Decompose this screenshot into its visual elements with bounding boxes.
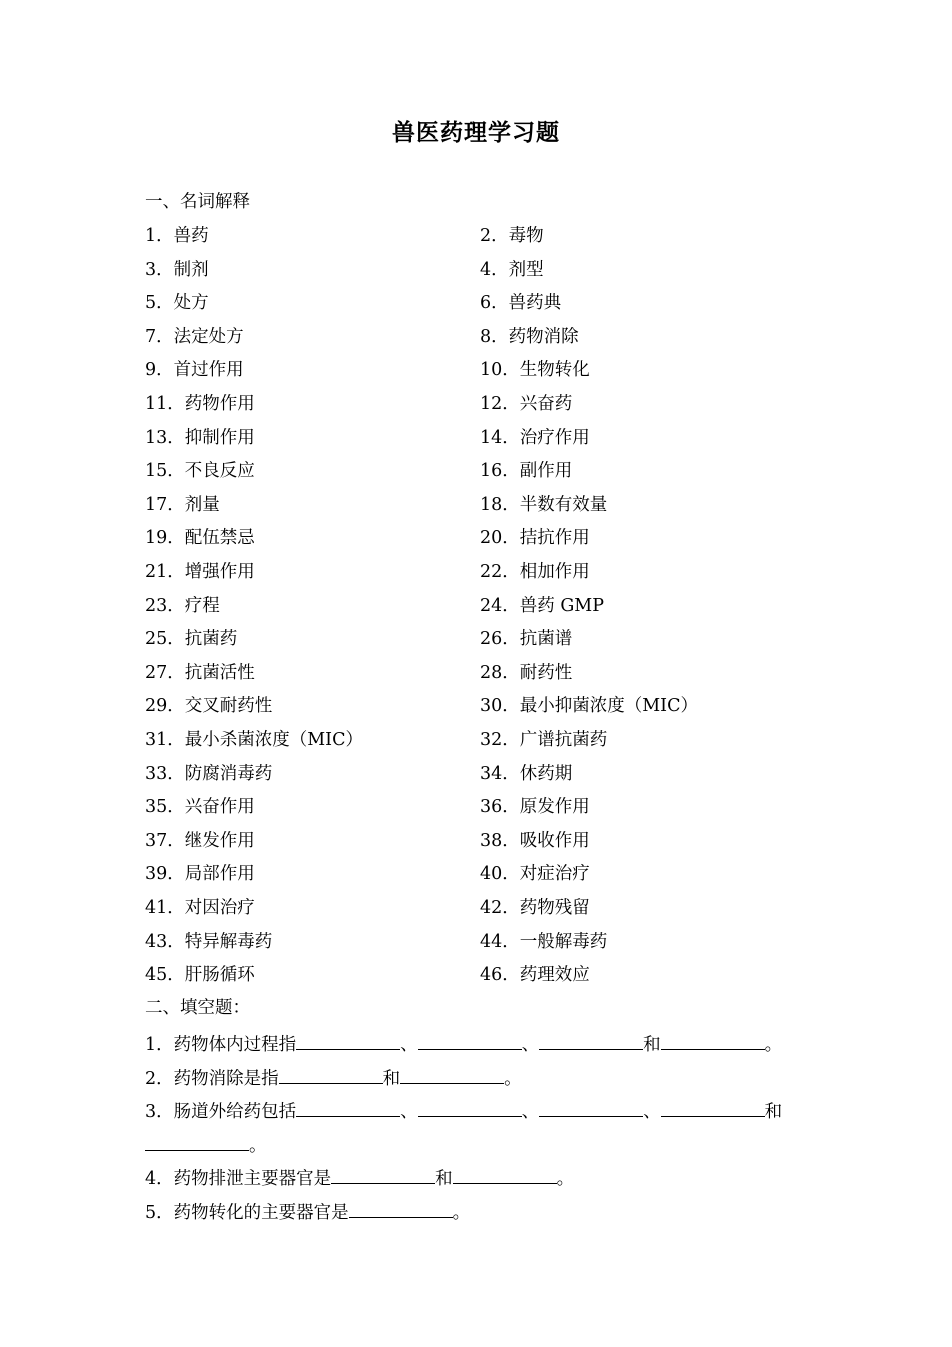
term-item: 12．兴奋药 <box>480 394 573 414</box>
conjunction: 和 <box>382 1069 401 1089</box>
answer-blank[interactable] <box>661 1030 765 1050</box>
answer-blank[interactable] <box>296 1097 400 1117</box>
term-item: 39．局部作用 <box>145 864 255 885</box>
term-item: 10．生物转化 <box>480 360 590 381</box>
term-item: 32．广谱抗菌药 <box>480 730 608 750</box>
answer-blank[interactable] <box>145 1131 249 1151</box>
section-heading-definitions: 一、名词解释 <box>145 192 250 212</box>
term-item: 7．法定处方 <box>145 326 244 347</box>
term-item: 3．制剂 <box>145 259 209 280</box>
term-item: 38．吸收作用 <box>480 830 590 851</box>
term-item: 20．拮抗作用 <box>480 528 590 549</box>
term-item: 25．抗菌药 <box>145 629 238 650</box>
term-item: 28．耐药性 <box>480 662 573 683</box>
conjunction: 和 <box>435 1169 453 1189</box>
question-3-continued <box>145 1131 267 1158</box>
question-3 <box>145 1097 782 1124</box>
term-item: 33．防腐消毒药 <box>145 763 273 784</box>
answer-blank[interactable] <box>331 1164 435 1184</box>
term-item: 46．药理效应 <box>480 965 590 986</box>
term-item: 24．兽药 GMP <box>480 595 605 616</box>
term-item: 41．对因治疗 <box>145 898 255 918</box>
term-item: 2．毒物 <box>480 226 544 246</box>
question-2 <box>145 1064 522 1091</box>
term-item: 29．交叉耐药性 <box>145 696 273 717</box>
question-1 <box>145 1030 782 1057</box>
term-item: 43．特异解毒药 <box>145 931 273 952</box>
term-item: 31．最小杀菌浓度（MIC） <box>145 730 363 750</box>
question-text: 1．药物体内过程指 <box>145 1035 297 1055</box>
term-item: 5．处方 <box>145 293 209 314</box>
conjunction: 和 <box>643 1035 661 1055</box>
page-title: 兽医药理学习题 <box>392 119 560 146</box>
term-item: 17．剂量 <box>145 494 220 515</box>
separator: 、 <box>521 1102 540 1122</box>
answer-blank[interactable] <box>418 1097 522 1117</box>
answer-blank[interactable] <box>279 1064 383 1084</box>
term-item: 26．抗菌谱 <box>480 629 573 650</box>
term-item: 4．剂型 <box>480 259 544 280</box>
separator: 、 <box>400 1035 418 1055</box>
answer-blank[interactable] <box>661 1097 765 1117</box>
term-item: 6．兽药典 <box>480 293 562 314</box>
term-item: 44．一般解毒药 <box>480 931 608 952</box>
separator: 、 <box>400 1102 418 1122</box>
term-item: 21．增强作用 <box>145 562 255 582</box>
term-item: 36．原发作用 <box>480 797 590 818</box>
term-item: 35．兴奋作用 <box>145 797 255 818</box>
term-item: 16．副作用 <box>480 461 573 482</box>
answer-blank[interactable] <box>400 1064 504 1084</box>
term-item: 8．药物消除 <box>480 326 579 347</box>
conjunction: 和 <box>764 1102 783 1122</box>
term-item: 42．药物残留 <box>480 898 590 918</box>
separator: 、 <box>643 1102 661 1122</box>
period: 。 <box>556 1169 575 1189</box>
question-text: 2．药物消除是指 <box>145 1069 279 1089</box>
question-5 <box>145 1198 470 1225</box>
term-item: 13．抑制作用 <box>145 427 255 448</box>
term-item: 37．继发作用 <box>145 830 255 851</box>
period: 。 <box>504 1069 522 1089</box>
answer-blank[interactable] <box>418 1030 522 1050</box>
question-text: 5．药物转化的主要器官是 <box>145 1203 349 1223</box>
separator: 、 <box>521 1035 540 1055</box>
term-item: 45．肝肠循环 <box>145 965 255 986</box>
term-item: 19．配伍禁忌 <box>145 528 255 549</box>
term-item: 30．最小抑菌浓度（MIC） <box>480 696 698 717</box>
answer-blank[interactable] <box>539 1097 643 1117</box>
term-item: 34．休药期 <box>480 763 573 784</box>
period: 。 <box>249 1136 267 1156</box>
term-item: 18．半数有效量 <box>480 494 608 515</box>
question-4 <box>145 1164 574 1191</box>
answer-blank[interactable] <box>349 1198 453 1218</box>
period: 。 <box>764 1035 783 1055</box>
answer-blank[interactable] <box>296 1030 400 1050</box>
section-heading-fill-in: 二、填空题： <box>145 998 250 1018</box>
answer-blank[interactable] <box>539 1030 643 1050</box>
term-item: 23．疗程 <box>145 595 220 616</box>
term-item: 9．首过作用 <box>145 360 244 381</box>
term-item: 22．相加作用 <box>480 562 590 582</box>
term-item: 27．抗菌活性 <box>145 662 255 683</box>
answer-blank[interactable] <box>453 1164 557 1184</box>
question-text: 4．药物排泄主要器官是 <box>145 1169 332 1189</box>
term-item: 15．不良反应 <box>145 461 255 482</box>
period: 。 <box>452 1203 471 1223</box>
term-item: 11．药物作用 <box>145 394 255 414</box>
question-text: 3．肠道外给药包括 <box>145 1102 297 1122</box>
term-item: 1．兽药 <box>145 226 209 246</box>
term-item: 14．治疗作用 <box>480 427 590 448</box>
term-item: 40．对症治疗 <box>480 864 590 885</box>
